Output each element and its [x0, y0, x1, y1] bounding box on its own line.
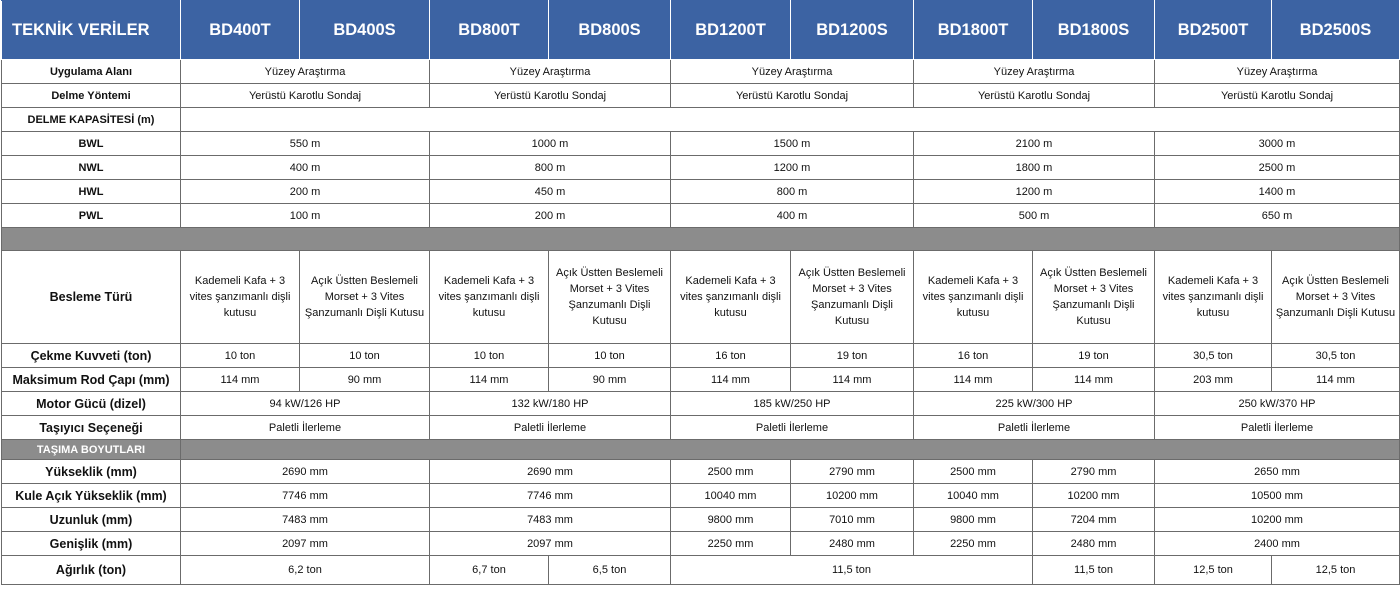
cell: 2097 mm — [181, 532, 430, 556]
cell: 2250 mm — [914, 532, 1033, 556]
row-label: Çekme Kuvveti (ton) — [2, 344, 181, 368]
cell: 90 mm — [549, 368, 671, 392]
section-empty — [181, 108, 1400, 132]
cell: 10200 mm — [1155, 508, 1400, 532]
cell: 1500 m — [671, 132, 914, 156]
cell: Yüzey Araştırma — [914, 60, 1155, 84]
cell: 200 m — [181, 180, 430, 204]
row-label: Besleme Türü — [2, 251, 181, 344]
cell: 10040 mm — [914, 484, 1033, 508]
cell: 2790 mm — [1033, 460, 1155, 484]
row-label: PWL — [2, 204, 181, 228]
cell: Açık Üstten Beslemeli Morset + 3 Vites Şanzumanlı Dişli Kutusu — [1033, 251, 1155, 344]
cell: 2400 mm — [1155, 532, 1400, 556]
row-label: BWL — [2, 132, 181, 156]
header-label: TEKNİK VERİLER — [2, 1, 181, 60]
cell: 2100 m — [914, 132, 1155, 156]
cell: 2650 mm — [1155, 460, 1400, 484]
model-header: BD800T — [430, 1, 549, 60]
row-tasiyici — [2, 416, 1400, 440]
cell: 100 m — [181, 204, 430, 228]
cell: Yerüstü Karotlu Sondaj — [914, 84, 1155, 108]
cell: 114 mm — [430, 368, 549, 392]
cell: 30,5 ton — [1155, 344, 1272, 368]
cell: 11,5 ton — [671, 556, 1033, 585]
section-label: DELME KAPASİTESİ (m) — [2, 108, 181, 132]
model-header: BD1200S — [791, 1, 914, 60]
cell: 2480 mm — [1033, 532, 1155, 556]
cell: 450 m — [430, 180, 671, 204]
row-label: Genişlik (mm) — [2, 532, 181, 556]
cell: 11,5 ton — [1033, 556, 1155, 585]
cell: 114 mm — [1272, 368, 1400, 392]
cell: 10 ton — [300, 344, 430, 368]
cell: 7746 mm — [430, 484, 671, 508]
cell: 12,5 ton — [1272, 556, 1400, 585]
cell: 7483 mm — [430, 508, 671, 532]
row-kule — [2, 484, 1400, 508]
cell: 10200 mm — [1033, 484, 1155, 508]
row-rod — [2, 368, 1400, 392]
model-header: BD2500T — [1155, 1, 1272, 60]
section-tasima-boyutlari — [2, 440, 1400, 460]
row-pwl — [2, 204, 1400, 228]
row-label: NWL — [2, 156, 181, 180]
cell: 132 kW/180 HP — [430, 392, 671, 416]
cell: 6,7 ton — [430, 556, 549, 585]
cell: 114 mm — [791, 368, 914, 392]
row-yukseklik — [2, 460, 1400, 484]
row-hwl — [2, 180, 1400, 204]
cell: Açık Üstten Beslemeli Morset + 3 Vites Şanzumanlı Dişli Kutusu — [791, 251, 914, 344]
section-fill — [181, 440, 914, 460]
cell: Yüzey Araştırma — [671, 60, 914, 84]
cell: 12,5 ton — [1155, 556, 1272, 585]
cell: 114 mm — [1033, 368, 1155, 392]
cell: 16 ton — [671, 344, 791, 368]
cell: 400 m — [181, 156, 430, 180]
cell: 1200 m — [914, 180, 1155, 204]
cell: 19 ton — [791, 344, 914, 368]
cell: 550 m — [181, 132, 430, 156]
cell: 7204 mm — [1033, 508, 1155, 532]
model-header: BD400S — [300, 1, 430, 60]
row-agirlik — [2, 556, 1400, 585]
cell: 800 m — [430, 156, 671, 180]
row-label: Uygulama Alanı — [2, 60, 181, 84]
cell: 10 ton — [430, 344, 549, 368]
cell: Yüzey Araştırma — [1155, 60, 1400, 84]
cell: Yerüstü Karotlu Sondaj — [1155, 84, 1400, 108]
row-nwl — [2, 156, 1400, 180]
cell: Kademeli Kafa + 3 vites şanzımanlı dişli kutusu — [671, 251, 791, 344]
cell: 10040 mm — [671, 484, 791, 508]
cell: 30,5 ton — [1272, 344, 1400, 368]
technical-specs-table — [1, 0, 1400, 585]
row-label: Yükseklik (mm) — [2, 460, 181, 484]
cell: 185 kW/250 HP — [671, 392, 914, 416]
cell: Paletli İlerleme — [181, 416, 430, 440]
cell: 500 m — [914, 204, 1155, 228]
row-genislik — [2, 532, 1400, 556]
row-bwl — [2, 132, 1400, 156]
cell: 114 mm — [671, 368, 791, 392]
cell: 90 mm — [300, 368, 430, 392]
cell: 1200 m — [671, 156, 914, 180]
row-uzunluk — [2, 508, 1400, 532]
cell: Açık Üstten Beslemeli Morset + 3 Vites Şanzumanlı Dişli Kutusu — [300, 251, 430, 344]
cell: 2500 mm — [671, 460, 791, 484]
row-label: Ağırlık (ton) — [2, 556, 181, 585]
cell: Yüzey Araştırma — [181, 60, 430, 84]
cell: 2480 mm — [791, 532, 914, 556]
cell: 800 m — [671, 180, 914, 204]
cell: 2790 mm — [791, 460, 914, 484]
header-row — [2, 1, 1400, 60]
cell: 10200 mm — [791, 484, 914, 508]
model-header: BD1200T — [671, 1, 791, 60]
cell: 10 ton — [549, 344, 671, 368]
cell: 650 m — [1155, 204, 1400, 228]
cell: 2690 mm — [430, 460, 671, 484]
cell: 10 ton — [181, 344, 300, 368]
cell: 7010 mm — [791, 508, 914, 532]
cell: 225 kW/300 HP — [914, 392, 1155, 416]
cell: 10500 mm — [1155, 484, 1400, 508]
cell: Kademeli Kafa + 3 vites şanzımanlı dişli kutusu — [1155, 251, 1272, 344]
cell: 3000 m — [1155, 132, 1400, 156]
cell: 9800 mm — [914, 508, 1033, 532]
cell: 400 m — [671, 204, 914, 228]
cell: Açık Üstten Beslemeli Morset + 3 Vites Şanzumanlı Dişli Kutusu — [1272, 251, 1400, 344]
cell: Paletli İlerleme — [914, 416, 1155, 440]
cell: 2690 mm — [181, 460, 430, 484]
cell: 2097 mm — [430, 532, 671, 556]
row-label: Kule Açık Yükseklik (mm) — [2, 484, 181, 508]
row-label: Uzunluk (mm) — [2, 508, 181, 532]
row-label: Delme Yöntemi — [2, 84, 181, 108]
model-header: BD800S — [549, 1, 671, 60]
cell: Kademeli Kafa + 3 vites şanzımanlı dişli kutusu — [430, 251, 549, 344]
row-delme-yontemi — [2, 84, 1400, 108]
cell: 2500 mm — [914, 460, 1033, 484]
row-cekme — [2, 344, 1400, 368]
cell: 94 kW/126 HP — [181, 392, 430, 416]
cell: 7746 mm — [181, 484, 430, 508]
cell: Paletli İlerleme — [671, 416, 914, 440]
cell: Paletli İlerleme — [430, 416, 671, 440]
separator-row — [2, 228, 1400, 251]
cell: Kademeli Kafa + 3 vites şanzımanlı dişli kutusu — [914, 251, 1033, 344]
row-motor — [2, 392, 1400, 416]
model-header: BD1800T — [914, 1, 1033, 60]
cell: Açık Üstten Beslemeli Morset + 3 Vites Şanzumanlı Dişli Kutusu — [549, 251, 671, 344]
cell: 114 mm — [914, 368, 1033, 392]
cell: 1000 m — [430, 132, 671, 156]
cell: 114 mm — [181, 368, 300, 392]
row-label: Taşıyıcı Seçeneği — [2, 416, 181, 440]
row-besleme — [2, 251, 1400, 344]
cell: 7483 mm — [181, 508, 430, 532]
cell: Yüzey Araştırma — [430, 60, 671, 84]
row-uygulama — [2, 60, 1400, 84]
row-label: Maksimum Rod Çapı (mm) — [2, 368, 181, 392]
cell: Yerüstü Karotlu Sondaj — [181, 84, 430, 108]
cell: 250 kW/370 HP — [1155, 392, 1400, 416]
cell: Paletli İlerleme — [1155, 416, 1400, 440]
cell: 2250 mm — [671, 532, 791, 556]
cell: Kademeli Kafa + 3 vites şanzımanlı dişli kutusu — [181, 251, 300, 344]
cell: 1400 m — [1155, 180, 1400, 204]
section-label: TAŞIMA BOYUTLARI — [2, 440, 181, 460]
model-header: BD2500S — [1272, 1, 1400, 60]
cell: 6,2 ton — [181, 556, 430, 585]
cell: 16 ton — [914, 344, 1033, 368]
cell: 6,5 ton — [549, 556, 671, 585]
cell: 203 mm — [1155, 368, 1272, 392]
cell: Yerüstü Karotlu Sondaj — [430, 84, 671, 108]
cell: 1800 m — [914, 156, 1155, 180]
separator-bar — [2, 228, 1400, 251]
cell: Yerüstü Karotlu Sondaj — [671, 84, 914, 108]
section-delme-kapasitesi — [2, 108, 1400, 132]
model-header: BD400T — [181, 1, 300, 60]
cell: 19 ton — [1033, 344, 1155, 368]
model-header: BD1800S — [1033, 1, 1155, 60]
cell: 200 m — [430, 204, 671, 228]
row-label: HWL — [2, 180, 181, 204]
cell: 9800 mm — [671, 508, 791, 532]
section-fill — [914, 440, 1400, 460]
row-label: Motor Gücü (dizel) — [2, 392, 181, 416]
cell: 2500 m — [1155, 156, 1400, 180]
